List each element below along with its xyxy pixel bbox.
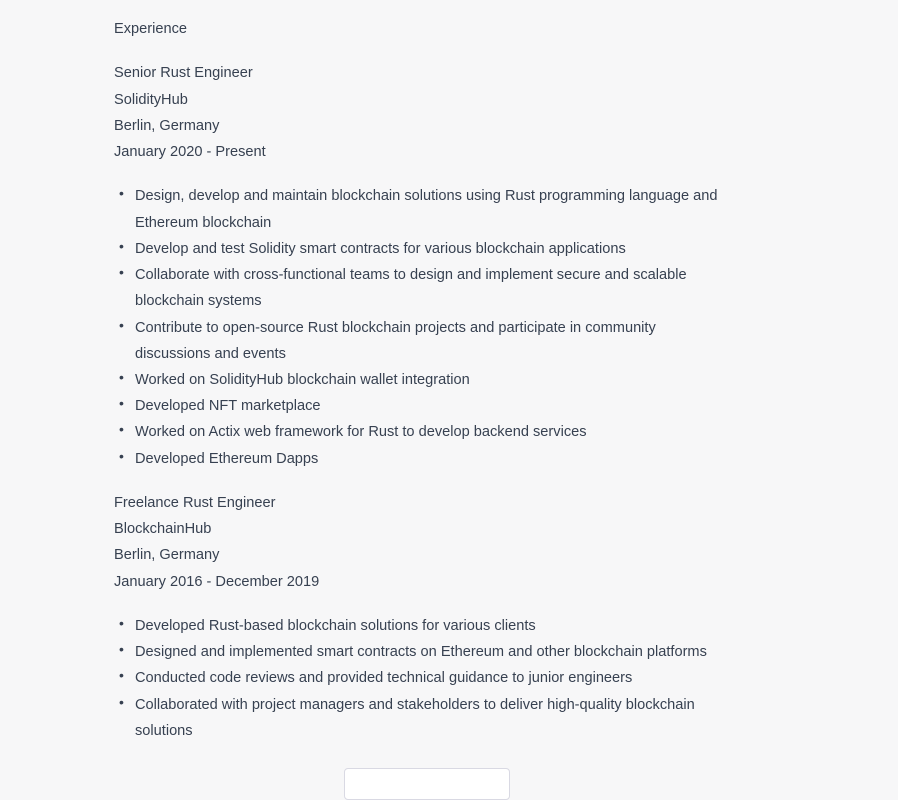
- list-item: [114, 236, 734, 262]
- bullet-icon: •: [119, 185, 124, 202]
- bullet-icon: •: [119, 395, 124, 412]
- bullet-text: Design, develop and maintain blockchain solutions using Rust programming language and Ethereum blockchain: [135, 188, 718, 231]
- job-company: SolidityHub: [114, 91, 188, 108]
- bullet-icon: •: [119, 264, 124, 281]
- list-item: [114, 692, 734, 744]
- job-dates: January 2020 - Present: [114, 144, 266, 161]
- message-content: [114, 16, 734, 762]
- job-location: Berlin, Germany: [114, 547, 220, 564]
- job-location: Berlin, Germany: [114, 117, 220, 134]
- bullet-text: Contribute to open-source Rust blockchain projects and participate in community discussions and events: [135, 319, 656, 362]
- job-bullets: [114, 613, 734, 744]
- list-item: [114, 183, 734, 235]
- bullet-text: Collaborated with project managers and stakeholders to deliver high-quality blockchain solutions: [135, 696, 695, 739]
- list-item: [114, 446, 734, 472]
- list-item: [114, 315, 734, 367]
- job-title: Freelance Rust Engineer: [114, 494, 276, 511]
- bullet-text: Worked on SolidityHub blockchain wallet integration: [135, 371, 470, 388]
- job-company: BlockchainHub: [114, 521, 212, 538]
- bullet-icon: •: [119, 614, 124, 631]
- bullet-text: Collaborate with cross-functional teams to design and implement secure and scalable blockchain systems: [135, 267, 687, 310]
- list-item: [114, 367, 734, 393]
- bullet-icon: •: [119, 641, 124, 658]
- job-bullets: [114, 183, 734, 471]
- bullet-icon: •: [119, 421, 124, 438]
- bullet-icon: •: [119, 316, 124, 333]
- bullet-icon: •: [119, 368, 124, 385]
- bullet-text: Developed Ethereum Dapps: [135, 450, 319, 467]
- list-item: [114, 639, 734, 665]
- bullet-text: Developed Rust-based blockchain solutions for various clients: [135, 617, 536, 634]
- section-title: Experience: [114, 21, 188, 37]
- job-entry: [114, 490, 734, 595]
- bullet-text: Develop and test Solidity smart contracts for various blockchain applications: [135, 240, 626, 257]
- list-item: [114, 262, 734, 314]
- job-dates: January 2016 - December 2019: [114, 573, 320, 590]
- bullet-icon: •: [119, 237, 124, 254]
- bullet-text: Developed NFT marketplace: [135, 398, 321, 415]
- bullet-text: Conducted code reviews and provided technical guidance to junior engineers: [135, 670, 633, 687]
- list-item: [114, 419, 734, 445]
- job-title: Senior Rust Engineer: [114, 65, 253, 82]
- bullet-icon: •: [119, 693, 124, 710]
- bullet-text: Worked on Actix web framework for Rust to develop backend services: [135, 424, 587, 441]
- list-item: [114, 613, 734, 639]
- jobs-list: [114, 60, 734, 744]
- job-entry: [114, 60, 734, 165]
- list-item: [114, 665, 734, 691]
- regenerate-button[interactable]: [344, 768, 510, 800]
- bullet-icon: •: [119, 667, 124, 684]
- list-item: [114, 393, 734, 419]
- bullet-text: Designed and implemented smart contracts on Ethereum and other blockchain platforms: [135, 644, 707, 661]
- bullet-icon: •: [119, 447, 124, 464]
